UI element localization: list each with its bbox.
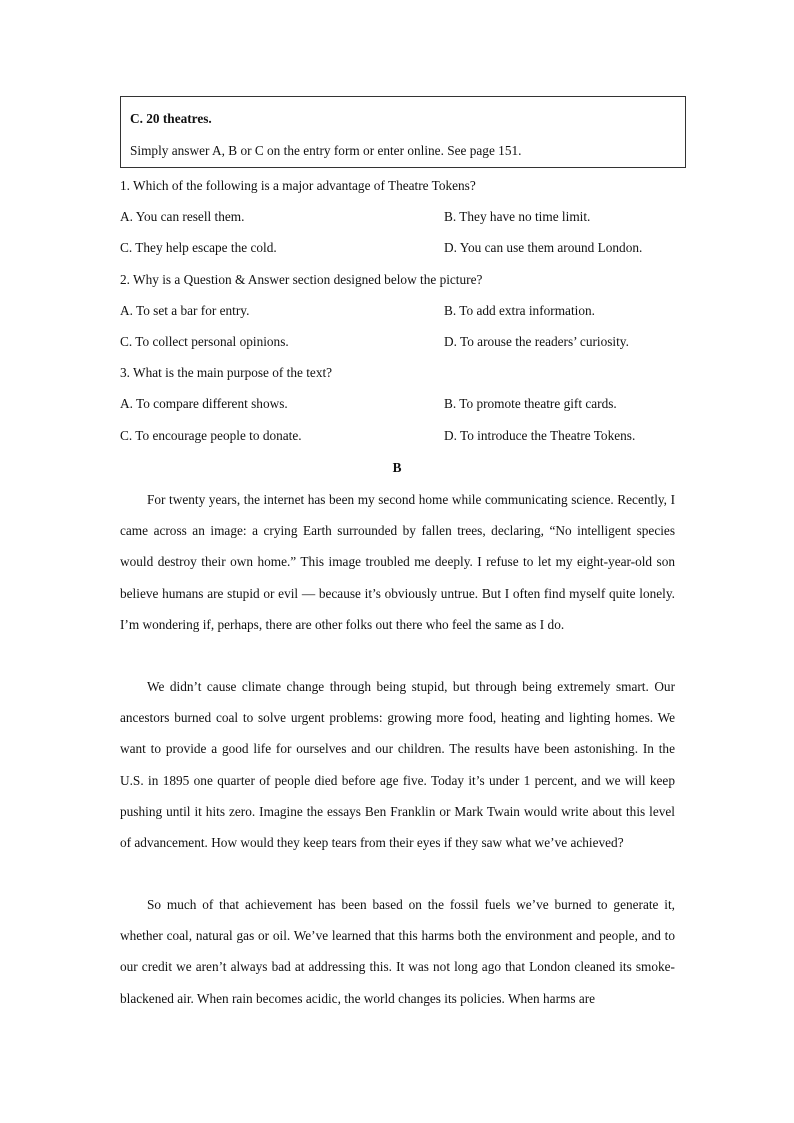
question-2-stem: 2. Why is a Question & Answer section designed below the picture? xyxy=(120,272,483,287)
question-1-option-a: A. You can resell them. xyxy=(120,209,245,224)
question-3-stem: 3. What is the main purpose of the text? xyxy=(120,365,333,380)
question-2-option-a: A. To set a bar for entry. xyxy=(120,303,250,318)
question-3-option-d: D. To introduce the Theatre Tokens. xyxy=(444,428,636,443)
box-note: Simply answer A, B or C on the entry form or enter online. See page 151. xyxy=(130,143,522,158)
question-1-stem: 1. Which of the following is a major advantage of Theatre Tokens? xyxy=(120,178,476,193)
prize-answer-box xyxy=(120,96,686,168)
question-2-option-b: B. To add extra information. xyxy=(444,303,595,318)
box-title: C. 20 theatres. xyxy=(130,111,212,126)
question-1-option-c: C. They help escape the cold. xyxy=(120,240,277,255)
question-1-option-b: B. They have no time limit. xyxy=(444,209,591,224)
question-3-option-a: A. To compare different shows. xyxy=(120,396,288,411)
question-3-option-b: B. To promote theatre gift cards. xyxy=(444,396,617,411)
question-2-option-c: C. To collect personal opinions. xyxy=(120,334,289,349)
section-label: B xyxy=(392,460,402,475)
passage-paragraph-1: For twenty years, the internet has been my second home while communicating science. Recently, I came across an image: a crying Earth surrounded by fallen trees, declaring, “No intelligent species would destroy their own home.” This image troubled me deeply. I refuse to let my eight-year-old son believe humans are stupid or evil — because it’s obviously untrue. But I often find myself quite lonely. I’m wondering if, perhaps, there are other folks out there who feel the same as I do. xyxy=(120,492,675,632)
passage-paragraph-2: We didn’t cause climate change through being stupid, but through being extremely smart. Our ancestors burned coal to solve urgent problems: growing more food, heating and lighting homes. We want to provide a good life for ourselves and our children. The results have been astonishing. In the U.S. in 1895 one quarter of people died before age five. Today it’s under 1 percent, and we will keep pushing until it hits zero. Imagine the essays Ben Franklin or Mark Twain would write about this level of advancement. How would they keep tears from their eyes if they saw what we’ve achieved? xyxy=(120,679,675,851)
passage-paragraph-3: So much of that achievement has been based on the fossil fuels we’ve burned to generate it, whether coal, natural gas or oil. We’ve learned that this harms both the environment and people, and to our credit we aren’t always bad at addressing this. It was not long ago that London cleaned its smoke-blackened air. When rain becomes acidic, the world changes its policies. When harms are xyxy=(120,897,675,1006)
question-3-option-c: C. To encourage people to donate. xyxy=(120,428,302,443)
question-1-option-d: D. You can use them around London. xyxy=(444,240,643,255)
question-2-option-d: D. To arouse the readers’ curiosity. xyxy=(444,334,629,349)
